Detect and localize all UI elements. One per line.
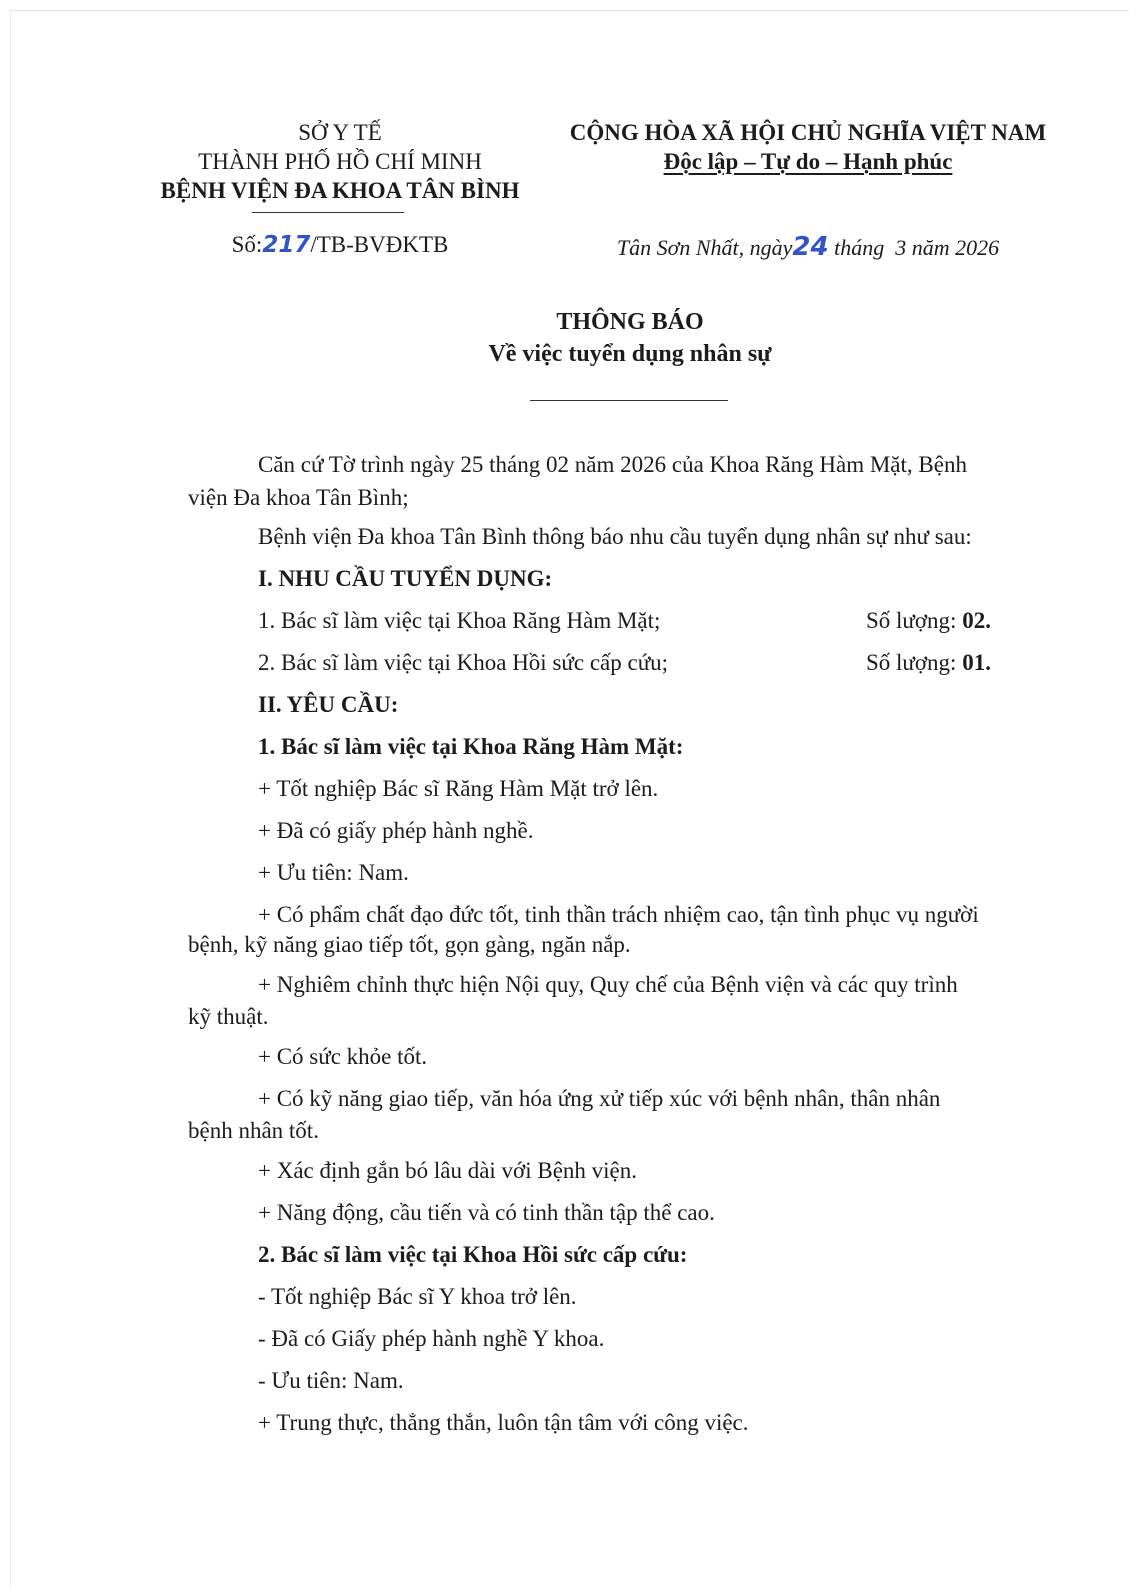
sub2-item: + Trung thực, thẳng thắn, luôn tận tâm với công việc. <box>258 1410 749 1435</box>
document-title-block <box>380 306 880 370</box>
sub2-item: - Đã có Giấy phép hành nghề Y khoa. <box>258 1326 605 1351</box>
document-subtitle: Về việc tuyển dụng nhân sự <box>488 341 772 367</box>
sub1-health: + Có sức khỏe tốt. <box>258 1044 428 1069</box>
sub1-rules-line-1: + Nghiêm chỉnh thực hiện Nội quy, Quy chế của Bệnh viện và các quy trình <box>258 972 958 997</box>
authority-city: THÀNH PHỐ HỒ CHÍ MINH <box>198 149 482 174</box>
national-motto: Độc lập – Tự do – Hạnh phúc <box>663 149 953 174</box>
sub1-item: + Ưu tiên: Nam. <box>258 860 409 885</box>
left-header-rule <box>252 212 404 213</box>
sub1-ethics-line-2: bệnh, kỹ năng giao tiếp tốt, gọn gàng, ngăn nắp. <box>188 932 631 957</box>
document-number-prefix: Số: <box>231 232 263 257</box>
national-motto-block <box>548 118 1068 176</box>
need-item-1: 1. Bác sĩ làm việc tại Khoa Răng Hàm Mặt; <box>258 608 661 633</box>
sub2-item: - Tốt nghiệp Bác sĩ Y khoa trở lên. <box>258 1284 577 1309</box>
need-item-2-quantity: Số lượng: 01. <box>866 650 991 675</box>
sub1-item: + Tốt nghiệp Bác sĩ Răng Hàm Mặt trở lên. <box>258 776 659 801</box>
document-date <box>548 232 1068 262</box>
national-title: CỘNG HÒA XÃ HỘI CHỦ NGHĨA VIỆT NAM <box>569 120 1047 145</box>
authority-hospital: BỆNH VIỆN ĐA KHOA TÂN BÌNH <box>160 178 520 203</box>
document-number <box>130 232 550 258</box>
section1-heading: I. NHU CẦU TUYỂN DỤNG: <box>258 566 553 591</box>
date-suffix: tháng 3 năm 2026 <box>828 235 1000 260</box>
intro-line-1: Căn cứ Tờ trình ngày 25 tháng 02 năm 2026 của Khoa Răng Hàm Mặt, Bệnh <box>258 452 967 477</box>
sub1-dynamic: + Năng động, cầu tiến và có tinh thần tập thể cao. <box>258 1200 715 1225</box>
sub2-heading: 2. Bác sĩ làm việc tại Khoa Hồi sức cấp cứu: <box>258 1242 688 1267</box>
authority-department: SỞ Y TẾ <box>298 120 382 145</box>
need-item-1-quantity: Số lượng: 02. <box>866 608 991 633</box>
sub1-item: + Đã có giấy phép hành nghề. <box>258 818 534 843</box>
sub1-rules-line-2: kỹ thuật. <box>188 1004 269 1029</box>
sub2-item: - Ưu tiên: Nam. <box>258 1368 404 1393</box>
title-rule <box>530 400 728 401</box>
handwritten-day: 24 <box>792 232 829 262</box>
sub1-heading: 1. Bác sĩ làm việc tại Khoa Răng Hàm Mặt: <box>258 734 684 759</box>
sub1-ethics-line-1: + Có phẩm chất đạo đức tốt, tinh thần trách nhiệm cao, tận tình phục vụ người <box>258 902 979 927</box>
document-title: THÔNG BÁO <box>556 309 704 335</box>
document-number-suffix: /TB-BVĐKTB <box>310 232 449 257</box>
handwritten-document-number: 217 <box>262 232 311 258</box>
date-prefix: Tân Sơn Nhất, ngày <box>616 235 793 260</box>
intro-line-2: viện Đa khoa Tân Bình; <box>188 485 409 510</box>
issuing-authority-block <box>130 118 550 205</box>
sub1-commitment: + Xác định gắn bó lâu dài với Bệnh viện. <box>258 1158 637 1183</box>
statement: Bệnh viện Đa khoa Tân Bình thông báo nhu cầu tuyển dụng nhân sự như sau: <box>258 524 972 549</box>
need-item-2: 2. Bác sĩ làm việc tại Khoa Hồi sức cấp cứu; <box>258 650 669 675</box>
section2-heading: II. YÊU CẦU: <box>258 692 399 717</box>
sub1-communication-line-1: + Có kỹ năng giao tiếp, văn hóa ứng xử tiếp xúc với bệnh nhân, thân nhân <box>258 1086 941 1111</box>
sub1-communication-line-2: bệnh nhân tốt. <box>188 1118 319 1143</box>
